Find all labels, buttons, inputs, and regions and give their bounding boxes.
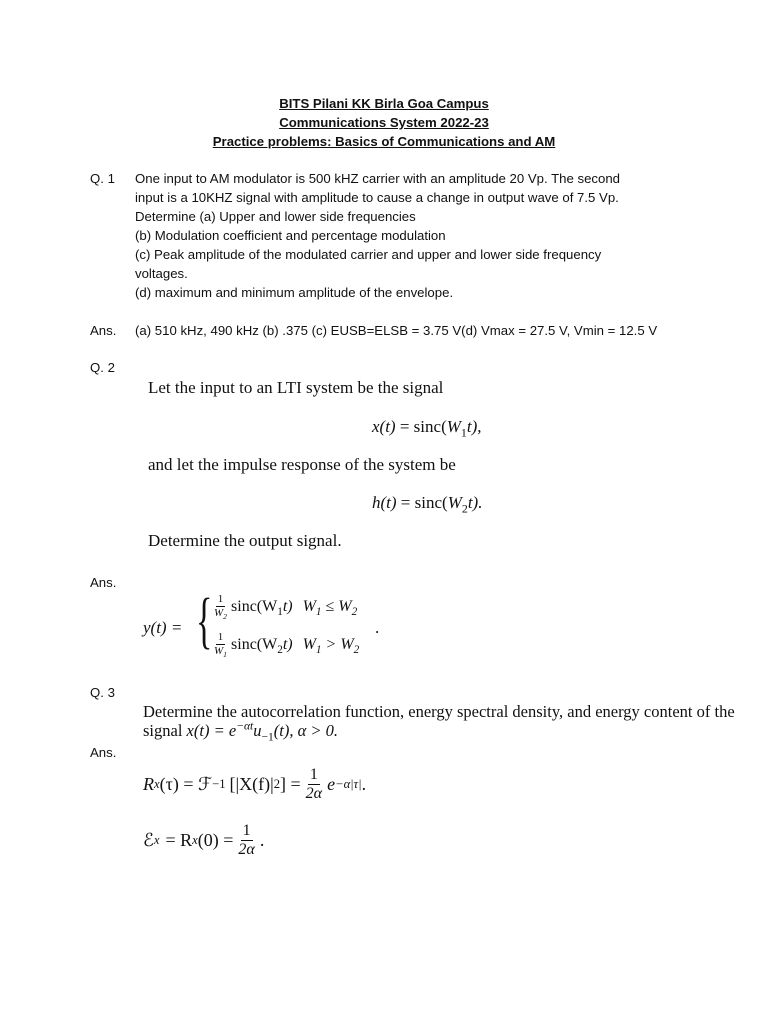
fraction-denominator: $W_2$ [214,607,228,622]
eq-op: = sinc( [400,493,448,512]
answer-label-1: Ans. [90,323,117,338]
case-condition: $W_1 > W_2$ [302,635,360,656]
answer-label-3: Ans. [90,745,117,760]
eq-lhs: h(t) [372,493,397,512]
q2-input-equation [372,417,482,440]
eq-var: W [447,493,462,512]
question-label-2: Q. 2 [90,360,115,375]
question-label-1: Q. 1 [90,171,115,186]
fraction-numerator: 1 [309,765,318,783]
piecewise-case-2 [212,631,360,660]
fraction [236,823,256,858]
eq-lhs: x(t) [372,417,396,436]
q3-text-line-2: signal $x(t) = e^{-\alpha t}u_{-1}(t)$, α > 0. [143,720,339,744]
q1-line: (d) maximum and minimum amplitude of the envelope. [135,285,454,300]
eq-sub: 2 [461,501,468,516]
piecewise-case-1 [212,593,358,622]
q1-line: (c) Peak amplitude of the modulated carrier and upper and lower side frequency [135,247,602,262]
answer-1-text: (a) 510 kHz, 490 kHz (b) .375 (c) EUSB=ELSB = 3.75 V(d) Vmax = 27.5 V, Vmin = 12.5 V [135,323,658,338]
fraction [304,767,324,802]
q1-line: input is a 10KHZ signal with amplitude to cause a change in output wave of 7.5 Vp. [135,190,619,205]
q1-line: Determine (a) Upper and lower side frequencies [135,209,416,224]
piecewise-end: . [375,618,380,637]
question-1-body [135,169,620,302]
autocorrelation-equation: R x (τ) = ℱ −1 [|X(f)| 2 ] = $\frac{1}{2\alpha}$ e −α|τ| . [143,765,367,802]
course-title: Communications System 2022-23 [279,115,489,130]
fraction-denominator: $W_1$ [214,645,228,660]
q1-line: One input to AM modulator is 500 kHZ carrier with an amplitude 20 Vp. The second [135,171,621,186]
q1-line: voltages. [135,266,188,281]
q2-impulse-text: and let the impulse response of the system be [148,455,456,474]
piecewise-lhs: y(t) = [143,618,183,637]
fraction [212,593,229,622]
eq-op: = sinc( [399,417,447,436]
energy-equation: ℰ x = R x (0) = $\frac{1}{2\alpha}$ . [143,821,265,858]
q2-intro-text: Let the input to an LTI system be the signal [148,378,444,397]
eq-tail: t). [467,493,483,512]
q3-text-line-1: Determine the autocorrelation function, energy spectral density, and energy content of the [143,702,735,721]
case-condition: $W_1 \le W_2$ [302,597,358,618]
brace-icon: { [196,587,213,655]
fraction-denominator: 2α [305,784,323,802]
q2-impulse-equation [372,493,483,516]
q1-line: (b) Modulation coefficient and percentage modulation [135,228,446,243]
q2-determine-text: Determine the output signal. [148,531,342,550]
question-label-3: Q. 3 [90,685,115,700]
fraction-numerator: 1 [217,593,224,605]
fraction [212,631,229,660]
eq-sub: 1 [460,425,467,440]
case-function: $\sin c(W_1t)$ [231,597,293,618]
eq-var: W [446,417,461,436]
answer-label-2: Ans. [90,575,117,590]
fraction-numerator: 1 [217,631,224,643]
eq-tail: t), [466,417,482,436]
document-title: BITS Pilani KK Birla Goa Campus [279,96,489,111]
fraction-numerator: 1 [242,821,251,839]
fraction-denominator: 2α [238,840,255,858]
case-function: $\sin c(W_2t)$ [231,635,293,656]
worksheet-title: Practice problems: Basics of Communications and AM [212,134,556,149]
